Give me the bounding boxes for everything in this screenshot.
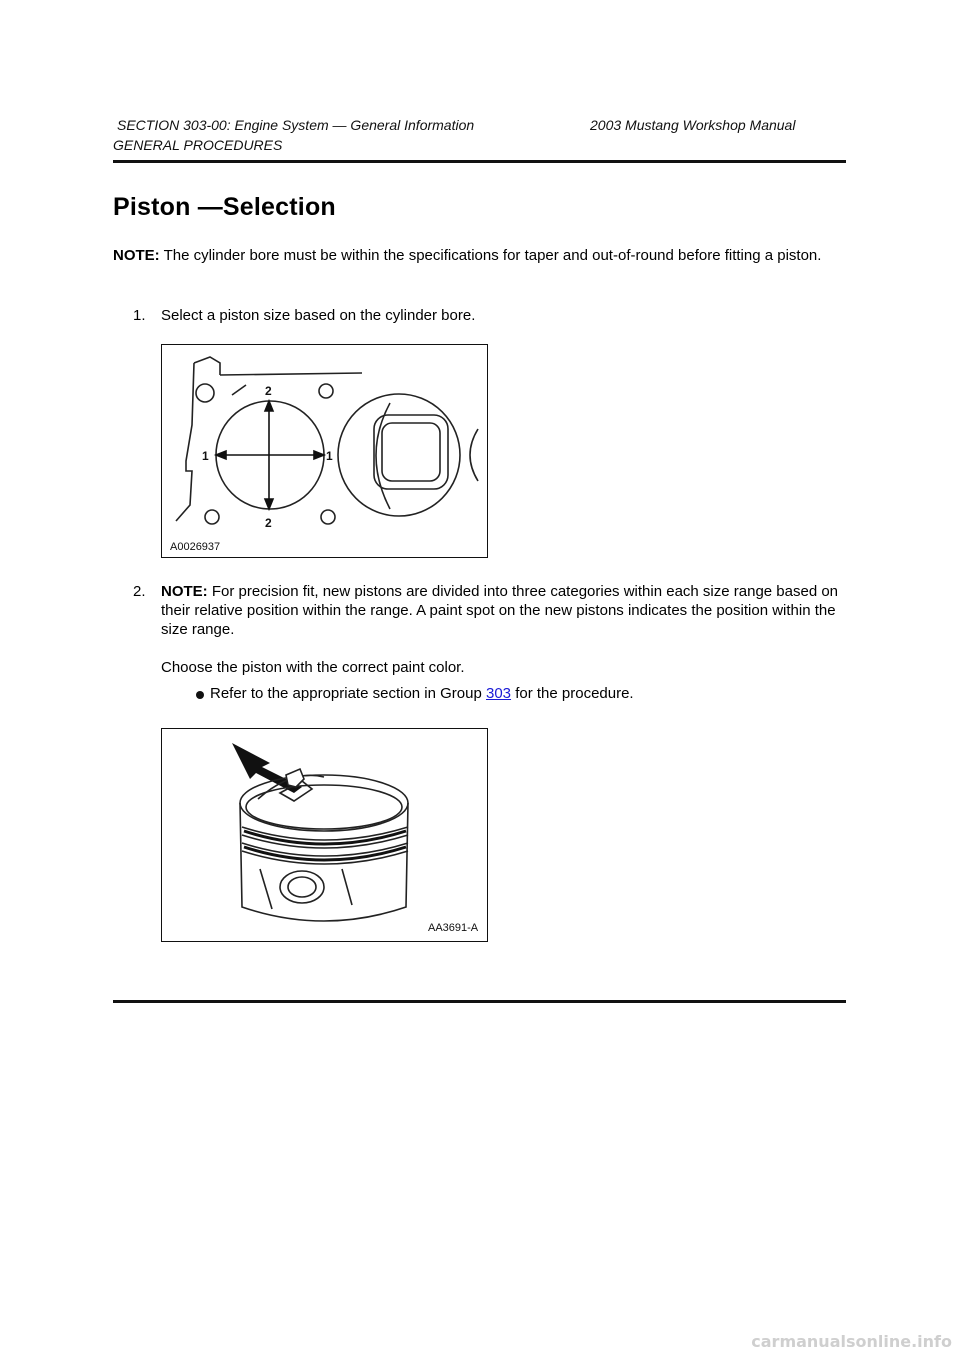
step-1-number: 1.	[133, 307, 146, 324]
bore-label-top: 2	[265, 384, 272, 398]
step-2-number: 2.	[133, 583, 146, 600]
bullet-dot	[196, 691, 204, 699]
cylinder-bore-figure	[161, 344, 488, 558]
page-title: Piston —Selection	[113, 193, 336, 221]
step-2-note-label: NOTE:	[161, 583, 208, 600]
group-303-link[interactable]: 303	[486, 685, 512, 702]
step-2-note	[161, 582, 841, 639]
piston-illustration	[162, 729, 487, 941]
watermark-text: carmanualsonline.info	[751, 1332, 952, 1351]
figure-1-code: A0026937	[170, 541, 221, 553]
cylinder-bore-illustration	[162, 345, 487, 557]
step-2-bullet	[210, 684, 830, 703]
header-manual: 2003 Mustang Workshop Manual	[590, 117, 796, 133]
note-text: The cylinder bore must be within the specifications for taper and out-of-round before fitting a piston.	[159, 247, 822, 264]
bullet-text-before: Refer to the appropriate section in Group	[210, 685, 486, 702]
step-1-text: Select a piston size based on the cylinder bore.	[161, 307, 476, 324]
note-label: NOTE:	[113, 247, 160, 264]
header-section: SECTION 303-00: Engine System — General Information	[117, 117, 475, 133]
bore-label-bottom: 2	[265, 516, 272, 530]
header-subsection: GENERAL PROCEDURES	[113, 137, 283, 153]
footer-rule	[113, 1000, 846, 1003]
bullet-text-after: for the procedure.	[511, 685, 634, 702]
bore-label-right: 1	[326, 449, 333, 463]
bore-label-left: 1	[202, 449, 209, 463]
note-paragraph	[113, 246, 833, 265]
piston-figure	[161, 728, 488, 942]
step-2-note-text: For precision fit, new pistons are divided into three categories within each size range based on their relative position within the range. A paint spot on the new pistons indicates the position within the size range.	[161, 583, 839, 638]
header-rule	[113, 160, 846, 163]
figure-2-code: AA3691-A	[428, 922, 479, 934]
step-2-text: Choose the piston with the correct paint color.	[161, 659, 465, 676]
